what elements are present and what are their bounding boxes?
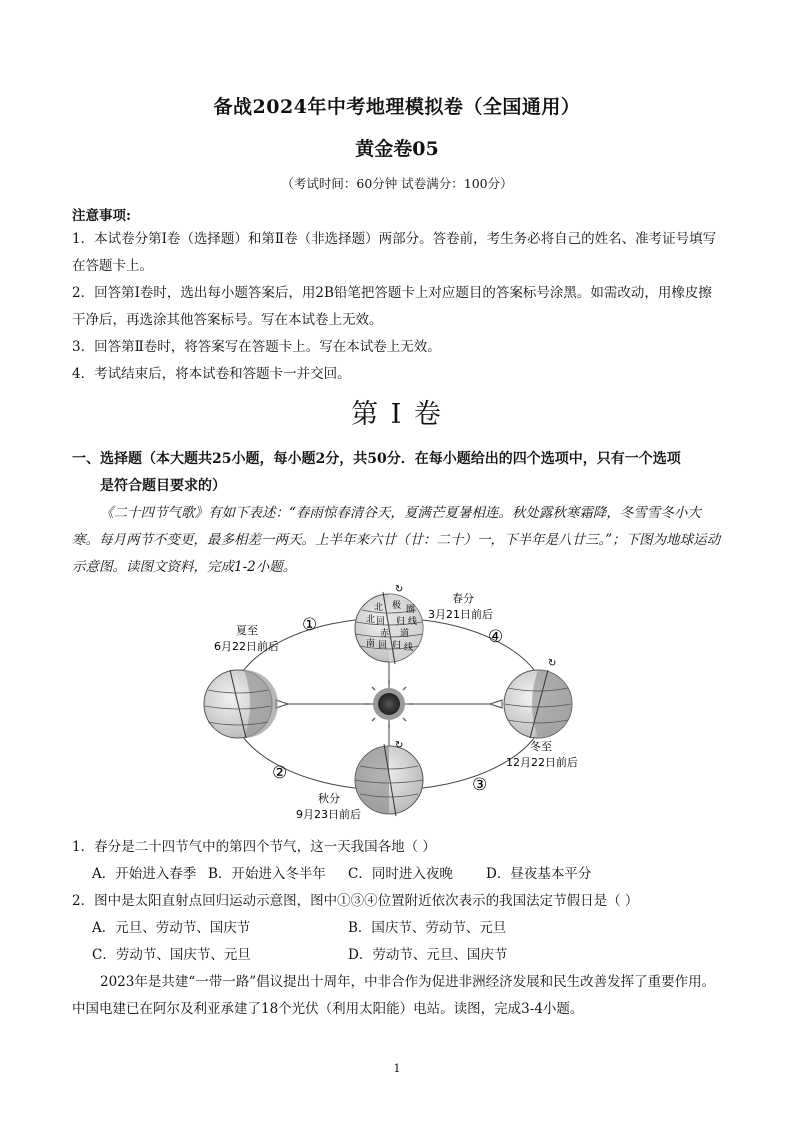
exam-info: （考试时间：60分钟 试卷满分：100分）	[281, 176, 513, 191]
globe-word: 极	[392, 601, 402, 611]
globe-word: 回	[378, 641, 388, 651]
globe-word: 归	[396, 617, 406, 627]
globe-winter	[504, 670, 572, 738]
passage-belt-road: 2023年是共建“一带一路”倡议提出十周年，中非合作为促进非洲经济发展和民生改善发挥了重要作用。中国电建已在阿尔及利亚承建了18个光伏（利用太阳能）电站。读图，完成3-4小题。	[72, 974, 716, 1017]
note-item-3: 3．回答第Ⅱ卷时，将答案写在答题卡上。写在本试卷上无效。	[72, 339, 441, 355]
q2-option-d: D．劳动节、元旦、国庆节	[348, 947, 508, 963]
autumn-label: 秋分	[318, 792, 340, 805]
exam-subtitle: 黄金卷05	[355, 138, 439, 160]
summer-label: 夏至	[236, 624, 258, 637]
rotation-arrow-icon: ↻	[548, 658, 557, 669]
globe-word: 线	[404, 643, 414, 653]
rotation-arrow-icon: ↻	[395, 584, 404, 595]
globe-spring	[355, 592, 423, 664]
notes-heading: 注意事项:	[72, 208, 131, 224]
page-number: 1	[393, 1062, 401, 1075]
q2-option-c: C．劳动节、国庆节、元旦	[92, 947, 251, 963]
q1-option-b: B．开始进入冬半年	[208, 866, 326, 882]
autumn-date: 9月23日前后	[296, 808, 361, 821]
summer-date: 6月22日前后	[214, 640, 279, 653]
globe-word: 道	[400, 629, 410, 639]
part-heading	[72, 446, 724, 500]
globe-word: 北	[366, 615, 376, 625]
globe-summer	[204, 670, 278, 738]
globe-word: 南	[366, 639, 376, 649]
exam-title: 备战2024年中考地理模拟卷（全国通用）	[213, 96, 581, 118]
earth-revolution-diagram	[196, 580, 596, 830]
globe-word: 北	[374, 603, 384, 613]
marker-4: ④	[488, 627, 504, 647]
part-heading-line2: 是符合题目要求的）	[100, 478, 226, 494]
arrow-right	[490, 700, 502, 708]
spring-label: 春分	[452, 592, 474, 605]
q2-option-a: A．元旦、劳动节、国庆节	[92, 920, 251, 936]
part-heading-line1: 一、选择题（本大题共25小题，每小题2分，共50分．在每小题给出的四个选项中，只有一个选项	[72, 451, 681, 467]
globe-word: 赤	[380, 629, 390, 639]
globe-word: 归	[392, 641, 402, 651]
marker-2: ②	[272, 763, 288, 783]
question-1: 1．春分是二十四节气中的第四个节气，这一天我国各地（ ）	[72, 839, 436, 855]
marker-1: ①	[302, 615, 318, 635]
winter-date: 12月22日前后	[506, 756, 578, 769]
spring-date: 3月21日前后	[428, 608, 493, 621]
globe-word: 回	[376, 617, 386, 627]
q1-option-c: C．同时进入夜晚	[348, 866, 453, 882]
question-2: 2．图中是太阳直射点回归运动示意图，图中①③④位置附近依次表示的我国法定节假日是（ ）	[72, 893, 639, 909]
q2-option-b: B．国庆节、劳动节、元旦	[348, 920, 507, 936]
passage-solar-terms: 《二十四节气歌》有如下表述：“春雨惊春清谷天，夏满芒夏暑相连。秋处露秋寒霜降，冬雪雪冬小大寒。每月两节不变更，最多相差一两天。上半年来六廿（廿：二十）一，下半年是八廿三。”；下图为地球运动示意图。读图文资料，完成1-2小题。	[72, 505, 721, 575]
marker-3: ③	[472, 775, 488, 795]
globe-autumn	[355, 744, 423, 816]
q1-option-a: A．开始进入春季	[92, 866, 197, 882]
globe-word: 圈	[406, 605, 416, 615]
note-item-2: 2．回答第Ⅰ卷时，选出每小题答案后，用2B铅笔把答题卡上对应题目的答案标号涂黑。如需改动，用橡皮擦干净后，再选涂其他答案标号。写在本试卷上无效。	[72, 285, 712, 328]
note-item-4: 4．考试结束后，将本试卷和答题卡一并交回。	[72, 366, 351, 382]
q1-option-d: D．昼夜基本平分	[486, 866, 592, 882]
section-title: 第 I 卷	[351, 399, 443, 430]
winter-label: 冬至	[530, 740, 552, 753]
globe-word: 线	[408, 617, 418, 627]
rotation-arrow-icon: ↻	[395, 740, 404, 751]
note-item-1: 1．本试卷分第Ⅰ卷（选择题）和第Ⅱ卷（非选择题）两部分。答卷前，考生务必将自己的姓名、准考证号填写在答题卡上。	[72, 231, 717, 274]
